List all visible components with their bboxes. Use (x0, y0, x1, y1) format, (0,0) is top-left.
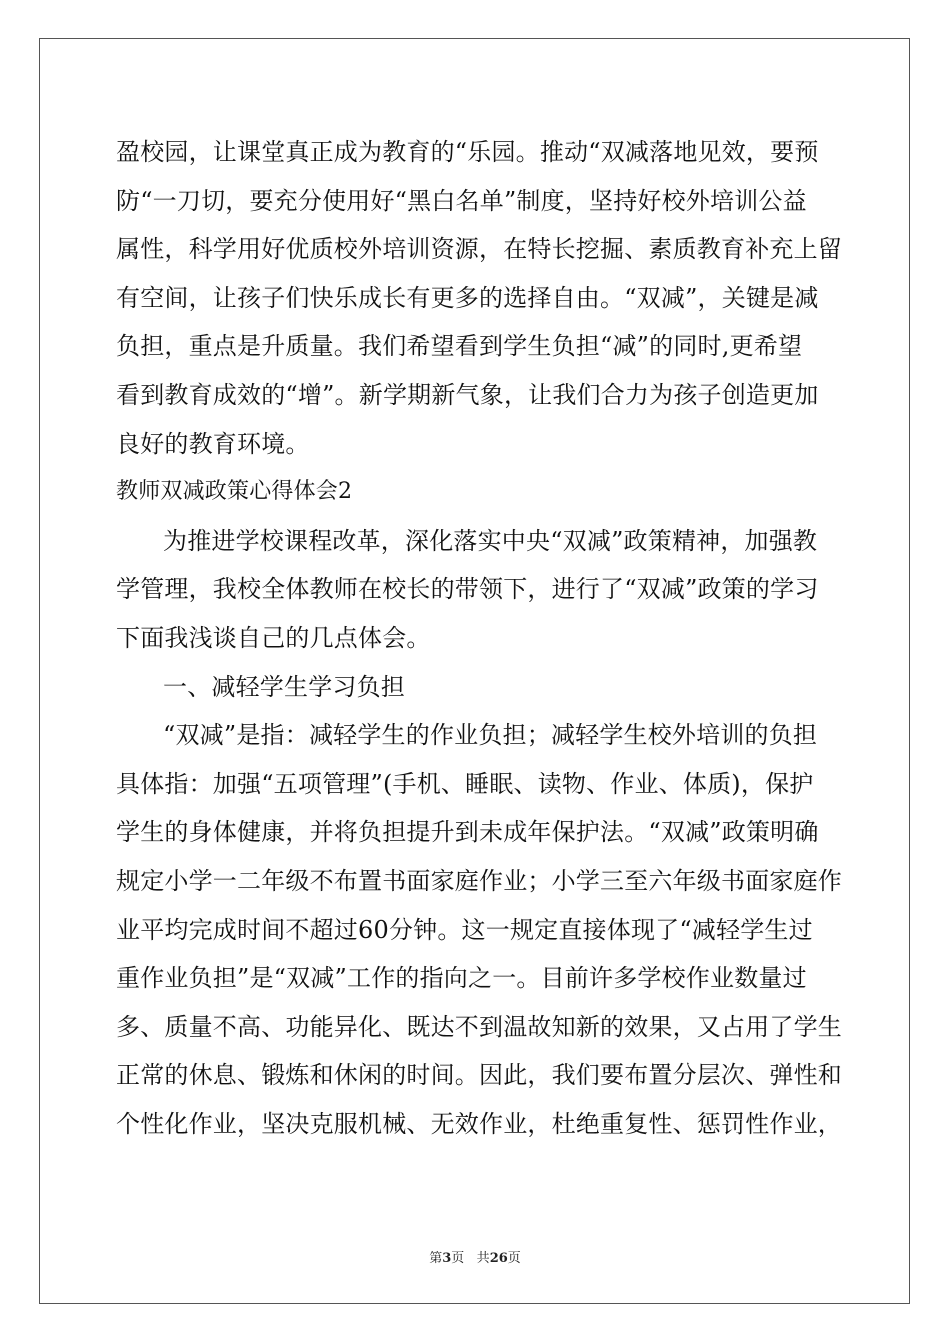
footer-total-prefix: 共 (476, 1251, 490, 1266)
text-line: 属性，科学用好优质校外培训资源，在特长挖掘、素质教育补充上留 (116, 235, 842, 264)
text-line: 多、质量不高、功能异化、既达不到温故知新的效果，又占用了学生 (116, 1012, 842, 1041)
text-line: 盈校园，让课堂真正成为教育的“乐园。推动“双减落地见效，要预 (116, 138, 819, 166)
text-line: 为推进学校课程改革，深化落实中央“双减”政策精神，加强教 (163, 526, 818, 555)
text-line: 看到教育成效的“增”。新学期新气象，让我们合力为孩子创造更加 (116, 380, 819, 409)
text-line: 学管理，我校全体教师在校长的带领下，进行了“双减”政策的学习 (116, 575, 819, 604)
text-line: 下面我浅谈自己的几点体会。 (116, 623, 431, 652)
text-line: 学生的身体健康，并将负担提升到未成年保护法。“双减”政策明确 (116, 818, 819, 847)
text-line: 重作业负担”是“双减”工作的指向之一。目前许多学校作业数量过 (116, 964, 807, 993)
text-line: 防“一刀切，要充分使用好“黑白名单”制度，坚持好校外培训公益 (116, 186, 807, 215)
text-line: 一、减轻学生学习负担 (163, 672, 405, 701)
footer-total-suffix: 页 (507, 1251, 521, 1266)
text-line: 良好的教育环境。 (116, 429, 310, 458)
text-line: 有空间，让孩子们快乐成长有更多的选择自由。“双减”，关键是减 (116, 283, 819, 312)
text-line: 个性化作业，坚决克服机械、无效作业，杜绝重复性、惩罚性作业， (116, 1109, 842, 1138)
footer-total-pages: 26 (489, 1251, 508, 1266)
text-line: 正常的休息、锻炼和休闲的时间。因此，我们要布置分层次、弹性和 (116, 1061, 842, 1090)
text-line: 具体指：加强“五项管理”(手机、睡眠、读物、作业、体质)，保护 (116, 769, 814, 798)
footer-prefix: 第 (429, 1251, 443, 1266)
text-line: 负担，重点是升质量。我们希望看到学生负担“减”的同时,更希望 (116, 332, 803, 361)
text-line: “双减”是指：减轻学生的作业负担；减轻学生校外培训的负担 (163, 721, 818, 750)
page-footer (0, 1247, 950, 1266)
section-heading: 教师双减政策心得体会2 (116, 479, 353, 505)
footer-page-word: 页 (451, 1251, 465, 1266)
text-line: 规定小学一二年级不布置书面家庭作业；小学三至六年级书面家庭作 (116, 866, 842, 895)
text-line: 业平均完成时间不超过60分钟。这一规定直接体现了“减轻学生过 (116, 915, 813, 944)
footer-current-page: 3 (442, 1251, 452, 1266)
document-body (116, 128, 842, 1148)
